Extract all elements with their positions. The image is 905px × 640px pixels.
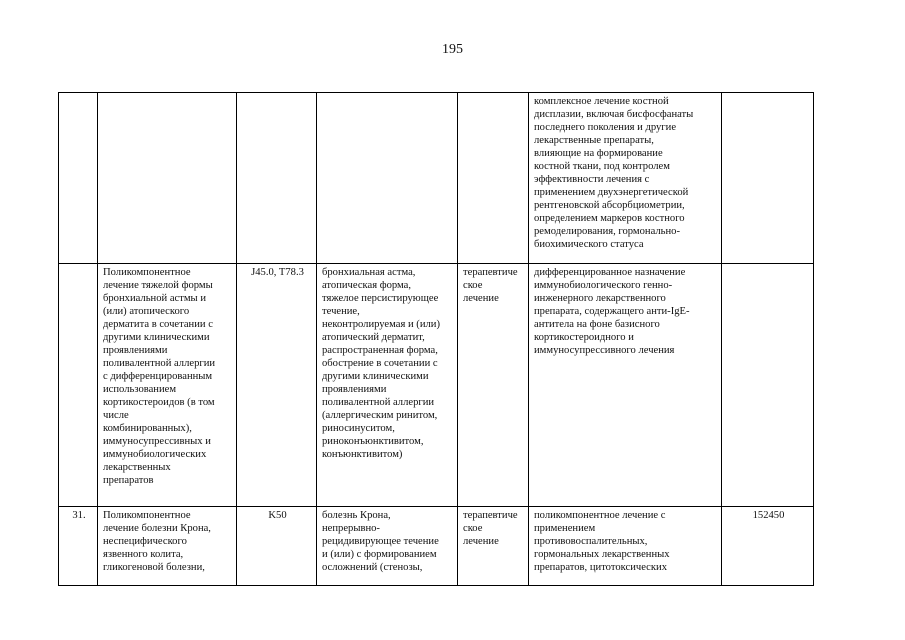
table-row (59, 507, 814, 586)
service-name-cell (98, 93, 237, 264)
row-number-cell: 31. (59, 507, 98, 586)
treatment-method-cell: дифференцированное назначение иммунобиологического генно- инженерного лекарственного препарата, содержащего анти-IgE- антитела на фоне базисного кортикостероидного и иммуносупрессивного лечения (529, 264, 722, 507)
patient-model-cell (317, 93, 458, 264)
row-number-cell (59, 264, 98, 507)
icd-code-cell: K50 (237, 507, 317, 586)
treatment-method-cell: комплексное лечение костной дисплазии, включая бисфосфанаты последнего поколения и другие лекарственные препараты, влияющие на формирование костной ткани, под контролем эффективности лечения с применением двухэнергетической рентгеновской абсорбциометрии, определением маркеров костного ремоделирования, гормонально- биохимического статуса (529, 93, 722, 264)
price-cell: 152450 (722, 507, 814, 586)
service-name-cell: Поликомпонентное лечение тяжелой формы бронхиальной астмы и (или) атопического дерматита в сочетании с другими клиническими проявлениями поливалентной аллергии с дифференцированным использованием кортикостероидов (в том числе комбинированных), иммуносупрессивных и иммунобиологических лекарственных препаратов (98, 264, 237, 507)
treatment-type-cell: терапевтиче ское лечение (458, 264, 529, 507)
table-row (59, 93, 814, 264)
icd-code-cell: J45.0, T78.3 (237, 264, 317, 507)
price-cell (722, 264, 814, 507)
treatment-method-cell: поликомпонентное лечение с применением противовоспалительных, гормональных лекарственных препаратов, цитотоксических (529, 507, 722, 586)
row-number-cell (59, 93, 98, 264)
patient-model-cell: бронхиальная астма, атопическая форма, тяжелое персистирующее течение, неконтролируемая и (или) атопический дерматит, распространенная форма, обострение в сочетании с другими клиническими проявлениями поливалентной аллергии (аллергическим ринитом, риносинуситом, риноконъюнктивитом, конъюнктивитом) (317, 264, 458, 507)
icd-code-cell (237, 93, 317, 264)
table-row (59, 264, 814, 507)
treatment-type-cell: терапевтиче ское лечение (458, 507, 529, 586)
page-number: 195 (442, 42, 463, 57)
services-table (58, 92, 814, 586)
patient-model-cell: болезнь Крона, непрерывно- рецидивирующее течение и (или) с формированием осложнений (стенозы, (317, 507, 458, 586)
treatment-type-cell (458, 93, 529, 264)
service-name-cell: Поликомпонентное лечение болезни Крона, неспецифического язвенного колита, гликогеновой болезни, (98, 507, 237, 586)
price-cell (722, 93, 814, 264)
